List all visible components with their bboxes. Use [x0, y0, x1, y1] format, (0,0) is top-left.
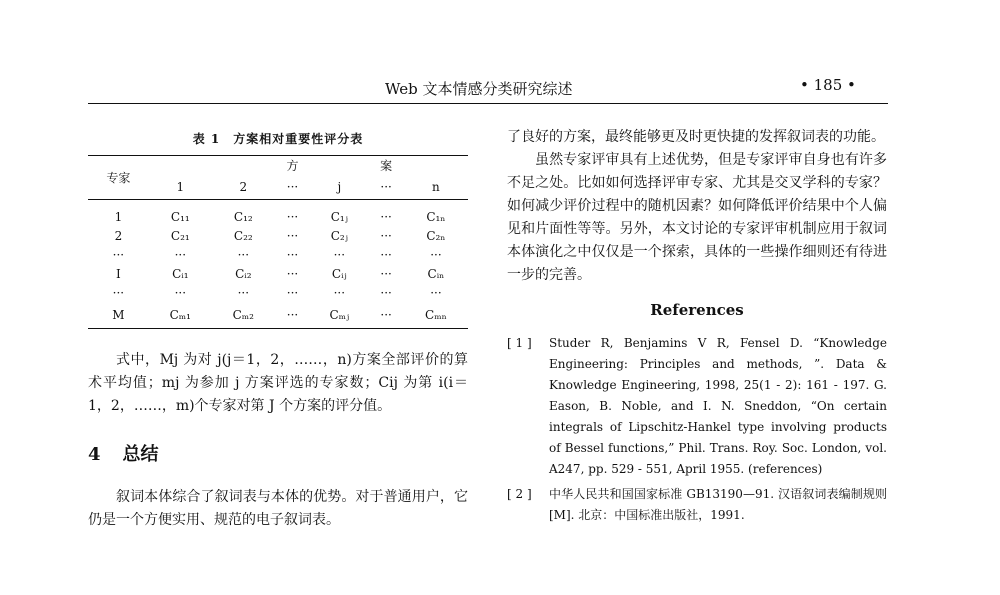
- references-title: References: [650, 301, 744, 319]
- table-cell: ···: [112, 247, 125, 262]
- formula-explanation: 式中，Mj 为对 j(j＝1，2，……，n)方案全部评价的算术平均值；mj 为参加 j 方案评选的专家数；Cij 为第 i(i＝1，2，……，m)个专家对第 J 个方案的评分值。: [88, 351, 468, 414]
- table-cell: C₂ⱼ: [330, 228, 348, 243]
- table-cell: ···: [174, 285, 187, 300]
- table-cell: ···: [430, 247, 442, 262]
- summary-paragraph: 叙词本体综合了叙词表与本体的优势。对于普通用户，它仍是一个方便实用、规范的电子叙词表。: [88, 488, 468, 528]
- table-cell: Cᵢⱼ: [331, 266, 347, 281]
- reference-text: 中华人民共和国国家标准 GB13190—91. 汉语叙词表编制规则[M]. 北京：中国标准出版社，1991.: [549, 487, 887, 522]
- paragraph-continued: 了良好的方案，最终能够更及时更快捷的发挥叙词表的功能。: [507, 129, 885, 145]
- column-header: 2: [212, 175, 275, 200]
- table-cell: 1: [114, 209, 123, 224]
- table-cell: C₂ₙ: [426, 228, 446, 243]
- table-cell: ···: [380, 209, 392, 224]
- table-cell: Cᵢ₂: [235, 266, 252, 281]
- header-title: Web 文本情感分类研究综述: [385, 80, 573, 98]
- table-row: [88, 226, 468, 245]
- table-row: [88, 200, 468, 227]
- table-cell: ···: [286, 285, 299, 300]
- table-cell: ···: [368, 302, 403, 328]
- row-header: 专家: [88, 156, 149, 200]
- reference-label: [ 2 ]: [507, 487, 532, 501]
- table-cell: C₁₂: [233, 209, 253, 224]
- left-column: [88, 115, 468, 532]
- score-table: [88, 155, 468, 329]
- section-title: 总结: [122, 443, 159, 465]
- page-number: • 185 •: [800, 76, 856, 94]
- table-cell: ···: [286, 209, 299, 224]
- table-cell: Cₘ₂: [212, 302, 275, 328]
- table-cell: C₁ₙ: [426, 209, 446, 224]
- table-row: [88, 264, 468, 283]
- table-row: [88, 302, 468, 328]
- reference-item: [507, 333, 887, 480]
- table-cell: ···: [380, 247, 392, 262]
- section-number: 4: [88, 443, 101, 465]
- group-header-1: 方: [275, 156, 310, 176]
- table-cell: ···: [333, 285, 346, 300]
- column-header: 1: [149, 175, 212, 200]
- column-header: j: [310, 175, 368, 200]
- table-cell: Cₘₙ: [404, 302, 468, 328]
- table-cell: C₁ⱼ: [330, 209, 348, 224]
- table-row: [88, 283, 468, 302]
- reference-label: [ 1 ]: [507, 336, 532, 350]
- section-heading: [88, 440, 468, 466]
- table-cell: 2: [114, 228, 123, 243]
- column-header: ···: [368, 175, 403, 200]
- table-cell: C₁₁: [170, 209, 190, 224]
- reference-item: [507, 484, 887, 526]
- right-column: [507, 126, 887, 526]
- table-cell: ···: [380, 228, 392, 243]
- column-header: ···: [275, 175, 310, 200]
- paragraph: 虽然专家评审具有上述优势，但是专家评审自身也有许多不足之处。比如如何选择评审专家、尤其是交叉学科的专家？如何减少评价过程中的随机因素？如何降低评价结果中个人偏见和片面性等等。另外，本文讨论的专家评审机制应用于叙词本体演化之中仅仅是一个探索，具体的一些操作细则还有待进一步的完善。: [507, 152, 887, 283]
- header-rule: [88, 103, 888, 104]
- table-cell: ···: [430, 285, 442, 300]
- table-cell: Cᵢ₁: [172, 266, 189, 281]
- table-cell: Cₘ₁: [149, 302, 212, 328]
- table-cell: ···: [286, 247, 299, 262]
- table-cell: ···: [275, 302, 310, 328]
- table-cell: Cᵢₙ: [427, 266, 445, 281]
- group-header-2: 案: [368, 156, 403, 176]
- table-cell: M: [88, 302, 149, 328]
- table-cell: ···: [286, 228, 299, 243]
- table-row: [88, 245, 468, 264]
- table-cell: ···: [333, 247, 346, 262]
- table-caption: 表 1 方案相对重要性评分表: [192, 132, 364, 146]
- table-cell: C₂₂: [233, 228, 253, 243]
- table-cell: Cₘⱼ: [310, 302, 368, 328]
- table-cell: ···: [286, 266, 299, 281]
- reference-text: Studer R, Benjamins V R, Fensel D. “Knowledge Engineering: Principles and methods, ”. Data & Knowledge Engineering, 1998, 25(1 - 2): 161 - 197. G. Eason, B. Noble, and I. N. Sneddon, “On certain integrals of Lipschitz-Hankel type involving products of Bessel functions,” Phil. Trans. Roy. Soc. London, vol. A247, pp. 529 - 551, April 1955. (references): [549, 336, 887, 476]
- table-cell: ···: [112, 285, 125, 300]
- table-cell: ···: [174, 247, 187, 262]
- table-cell: ···: [380, 266, 392, 281]
- table-cell: ···: [237, 285, 250, 300]
- table-cell: ···: [380, 285, 392, 300]
- table-cell: C₂₁: [170, 228, 190, 243]
- table-cell: ···: [237, 247, 250, 262]
- table-cell: I: [116, 266, 121, 281]
- column-header: n: [404, 175, 468, 200]
